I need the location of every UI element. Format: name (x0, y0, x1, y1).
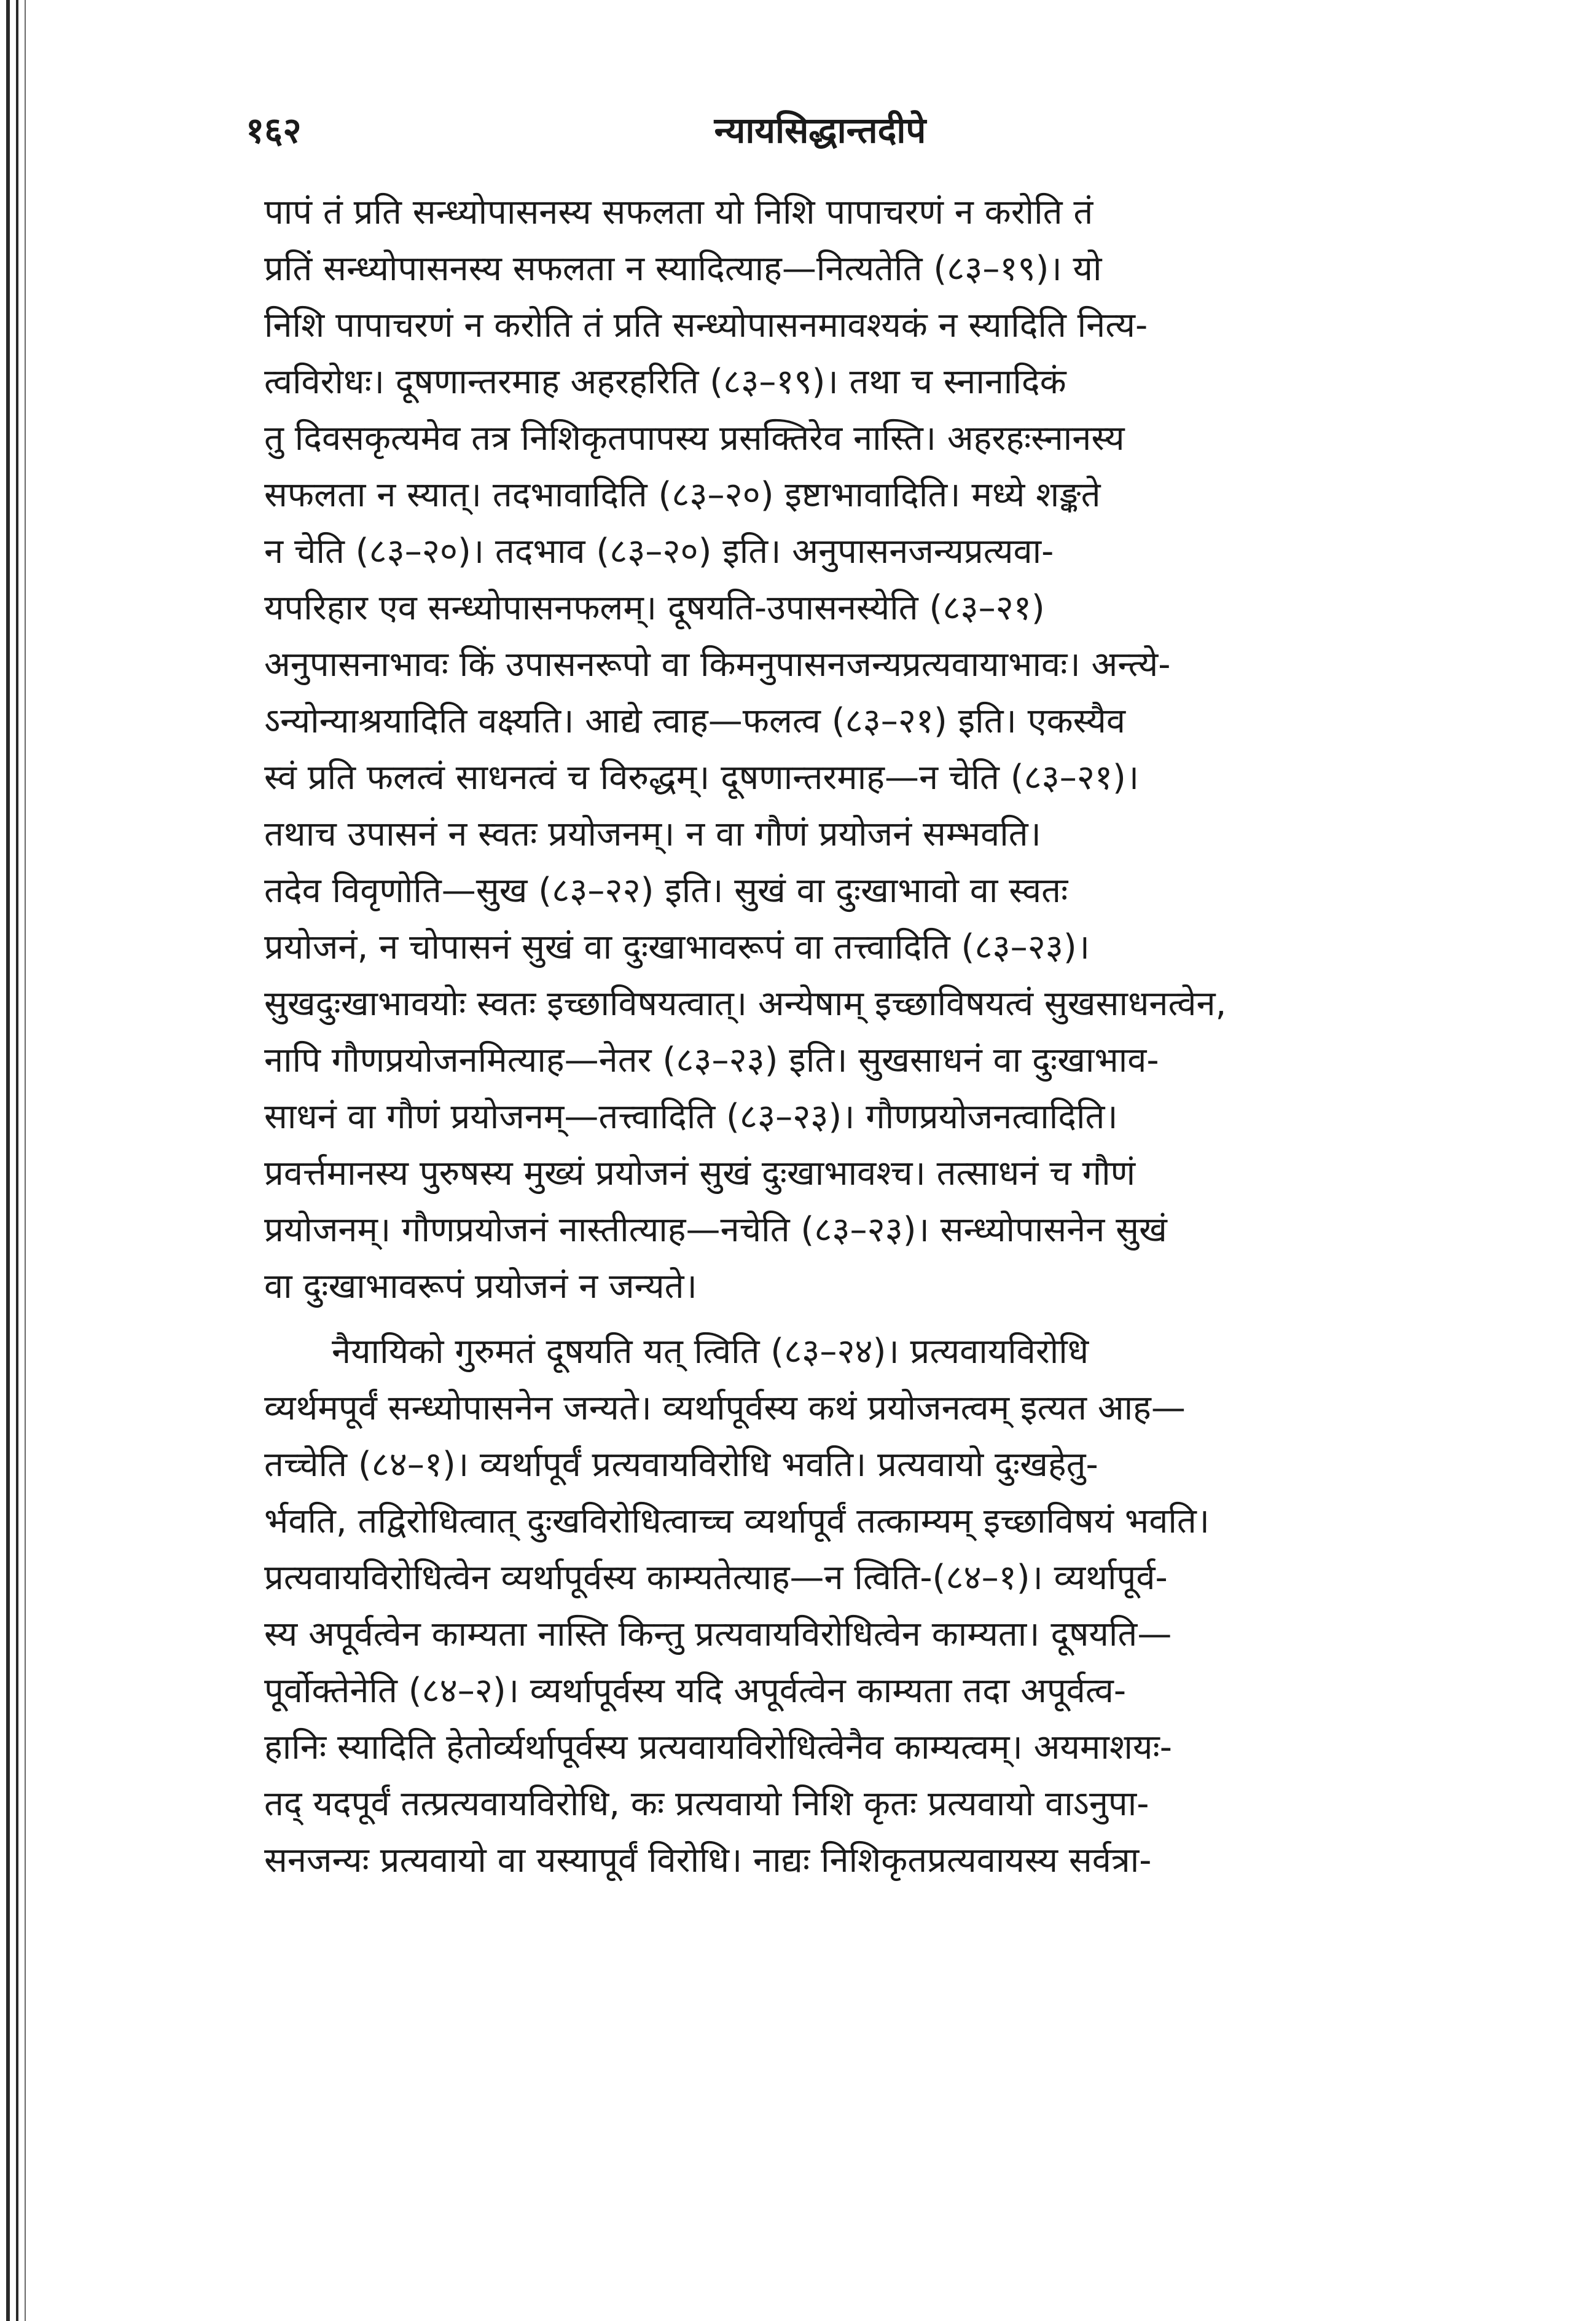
text-line: र्भवति, तद्विरोधित्वात् दुःखविरोधित्वाच्च व्यर्थापूर्वं तत्काम्यम् इच्छाविषयं भवति। (264, 1501, 1210, 1541)
paragraph (264, 1324, 1395, 1889)
text-line: व्यर्थमपूर्वं सन्ध्योपासनेन जन्यते। व्यर्थापूर्वस्य कथं प्रयोजनत्वम् इत्यत आह— (264, 1388, 1186, 1428)
text-line: सुखदुःखाभावयोः स्वतः इच्छाविषयत्वात्। अन्येषाम् इच्छाविषयत्वं सुखसाधनत्वेन, (264, 984, 1227, 1024)
text-line: अनुपासनाभावः किं उपासनरूपो वा किमनुपासनजन्यप्रत्यवायाभावः। अन्त्ये- (264, 645, 1171, 685)
text-line: तदेव विवृणोति—सुख (८३–२२) इति। सुखं वा दुःखाभावो वा स्वतः (264, 871, 1068, 911)
body-text (264, 184, 1395, 1889)
text-line: प्रयोजनम्। गौणप्रयोजनं नास्तीत्याह—नचेति (८३–२३)। सन्ध्योपासनेन सुखं (264, 1210, 1167, 1250)
text-line: न चेति (८३–२०)। तदभाव (८३–२०) इति। अनुपासनजन्यप्रत्यवा- (264, 532, 1054, 571)
text-line: प्रतिं सन्ध्योपासनस्य सफलता न स्यादित्याह—नित्यतेति (८३–१९)। यो (264, 249, 1102, 289)
text-line: प्रवर्त्तमानस्य पुरुषस्य मुख्यं प्रयोजनं सुखं दुःखाभावश्च। तत्साधनं च गौणं (264, 1153, 1136, 1193)
text-line: तद् यदपूर्वं तत्प्रत्यवायविरोधि, कः प्रत्यवायो निशि कृतः प्रत्यवायो वाऽनुपा- (264, 1784, 1149, 1824)
text-line: सनजन्यः प्रत्यवायो वा यस्यापूर्वं विरोधि। नाद्यः निशिकृतप्रत्यवायस्य सर्वत्रा- (264, 1840, 1152, 1880)
text-line: तथाच उपासनं न स्वतः प्रयोजनम्। न वा गौणं प्रयोजनं सम्भवति। (264, 814, 1041, 854)
text-line: वा दुःखाभावरूपं प्रयोजनं न जन्यते। (264, 1267, 697, 1306)
text-line: पापं तं प्रति सन्ध्योपासनस्य सफलता यो निशि पापाचरणं न करोति तं (264, 192, 1093, 232)
text-line: यपरिहार एव सन्ध्योपासनफलम्। दूषयति-उपासनस्येति (८३–२१) (264, 588, 1045, 628)
page-header (246, 104, 1395, 160)
text-line: सफलता न स्यात्। तदभावादिति (८३–२०) इष्टाभावादिति। मध्ये शङ्कते (264, 475, 1101, 515)
paragraph-gap (264, 1315, 1395, 1324)
text-line: स्वं प्रति फलत्वं साधनत्वं च विरुद्धम्। दूषणान्तरमाह—न चेति (८३–२१)। (264, 758, 1140, 798)
text-line: ऽन्योन्याश्रयादिति वक्ष्यति। आद्ये त्वाह—फलत्व (८३–२१) इति। एकस्यैव (264, 701, 1125, 741)
text-line: तु दिवसकृत्यमेव तत्र निशिकृतपापस्य प्रसक्तिरेव नास्ति। अहरहःस्नानस्य (264, 418, 1125, 458)
text-line: नापि गौणप्रयोजनमित्याह—नेतर (८३–२३) इति। सुखसाधनं वा दुःखाभाव- (264, 1040, 1159, 1080)
text-line: प्रयोजनं, न चोपासनं सुखं वा दुःखाभावरूपं वा तत्त्वादिति (८३–२३)। (264, 927, 1090, 967)
text-line: साधनं वा गौणं प्रयोजनम्—तत्त्वादिति (८३–२३)। गौणप्रयोजनत्वादिति। (264, 1097, 1118, 1137)
text-line: त्वविरोधः। दूषणान्तरमाह अहरहरिति (८३–१९)। तथा च स्नानादिकं (264, 362, 1066, 402)
running-title: न्यायसिद्धान्तदीपे (714, 109, 926, 151)
text-line: स्य अपूर्वत्वेन काम्यता नास्ति किन्तु प्रत्यवायविरोधित्वेन काम्यता। दूषयति— (264, 1614, 1172, 1654)
text-line: नैयायिको गुरुमतं दूषयति यत् त्विति (८३–२४)। प्रत्यवायविरोधि (332, 1332, 1089, 1372)
paragraph (264, 184, 1395, 1315)
text-line: पूर्वोक्तेनेति (८४–२)। व्यर्थापूर्वस्य यदि अपूर्वत्वेन काम्यता तदा अपूर्वत्व- (264, 1671, 1127, 1711)
text-line: तच्चेति (८४–१)। व्यर्थापूर्वं प्रत्यवायविरोधि भवति। प्रत्यवायो दुःखहेतु- (264, 1445, 1098, 1485)
text-line: हानिः स्यादिति हेतोर्व्यर्थापूर्वस्य प्रत्यवायविरोधित्वेनैव काम्यत्वम्। अयमाशयः- (264, 1727, 1172, 1767)
page-number: १६२ (246, 109, 302, 151)
text-line: प्रत्यवायविरोधित्वेन व्यर्थापूर्वस्य काम्यतेत्याह—न त्विति-(८४–१)। व्यर्थापूर्व- (264, 1558, 1168, 1598)
text-line: निशि पापाचरणं न करोति तं प्रति सन्ध्योपासनमावश्यकं न स्यादिति नित्य- (264, 305, 1148, 345)
